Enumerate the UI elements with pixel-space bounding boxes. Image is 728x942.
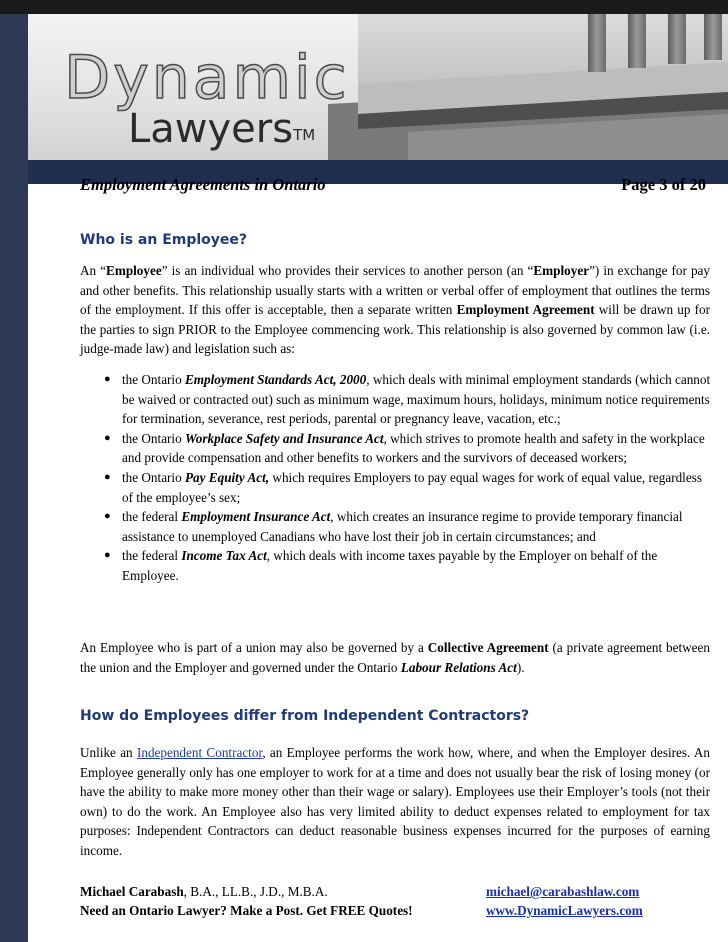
top-bar (0, 0, 728, 14)
dynamic-lawyers-logo (64, 43, 350, 152)
trademark: TM (293, 126, 316, 144)
footer-right (486, 882, 643, 920)
legislation-list (104, 370, 712, 586)
author-credentials: , B.A., LL.B., J.D., M.B.A. (183, 884, 328, 899)
website-link[interactable]: www.DynamicLawyers.com (486, 903, 643, 918)
page-number: Page 3 of 20 (621, 175, 706, 194)
left-sidebar-band (0, 14, 28, 942)
logo-line1: Dynamic (64, 43, 350, 113)
list-item: ● the federal Employment Insurance Act, which creates an insurance regime to provide temporary financial assistance to unemployed Canadians who have lost their job in certain circumstances; and (104, 507, 712, 546)
footer-left (80, 882, 413, 920)
paragraph-employee-vs-contractor: Unlike an Independent Contractor, an Employee performs the work how, where, and when the Employer desires. An Employee generally only has one employer to work for at a time and does not usually bear the risk of losing money (or have the ability to make more money other than their wage or salary). Employees use their Employer’s tools (not their own) to do the work. An Employee also has very limited ability to deduct expenses related to employment for tax purposes: Independent Contractors can deduct reasonable business expenses incurred for the purposes of earning income. (80, 745, 711, 858)
document-title: Employment Agreements in Ontario (80, 175, 326, 194)
banner (28, 14, 728, 160)
list-item: ● the Ontario Pay Equity Act, which requires Employers to pay equal wages for work of equal value, regardless of the employee’s sex; (104, 468, 712, 507)
logo-line2: Lawyers™ (128, 106, 316, 152)
author-name: Michael Carabash (80, 884, 184, 899)
email-link[interactable]: michael@carabashlaw.com (486, 884, 640, 899)
paragraph-union: An Employee who is part of a union may also be governed by a Collective Agreement (a private agreement between the union and the Employer and governed under the Ontario Labour Relations Act). (80, 640, 710, 675)
section-heading-employees-vs-contractors: How do Employees differ from Independent Contractors? (80, 708, 530, 724)
independent-contractor-link[interactable]: Independent Contractor (136, 745, 263, 760)
list-item: ● the federal Income Tax Act, which deals with income taxes payable by the Employer on behalf of the Employee. (104, 546, 712, 585)
paragraph-employee-definition: An “Employee” is an individual who provides their services to another person (an “Employer”) in exchange for pay and other benefits. This relationship usually starts with a written or verbal offer of employment that outlines the terms of the employment. If this offer is acceptable, then a separate written Employment Agreement will be drawn up for the parties to sign PRIOR to the Employee commencing work. This relationship is also governed by common law (i.e. judge-made law) and legislation such as: (80, 263, 711, 356)
list-item: ● the Ontario Employment Standards Act, 2000, which deals with minimal employment standards (which cannot be waived or contracted out) such as minimum wage, maximum hours, holidays, minimum notice requirements for termination, severance, rest periods, parental or pregnancy leave, vacation, etc.; (104, 370, 712, 429)
section-heading-who-is-employee: Who is an Employee? (80, 232, 248, 248)
footer-tagline: Need an Ontario Lawyer? Make a Post. Get FREE Quotes! (80, 903, 413, 918)
list-item: ● the Ontario Workplace Safety and Insurance Act, which strives to promote health and safety in the workplace and provide compensation and other benefits to workers and the survivors of deceased workers; (104, 429, 712, 468)
